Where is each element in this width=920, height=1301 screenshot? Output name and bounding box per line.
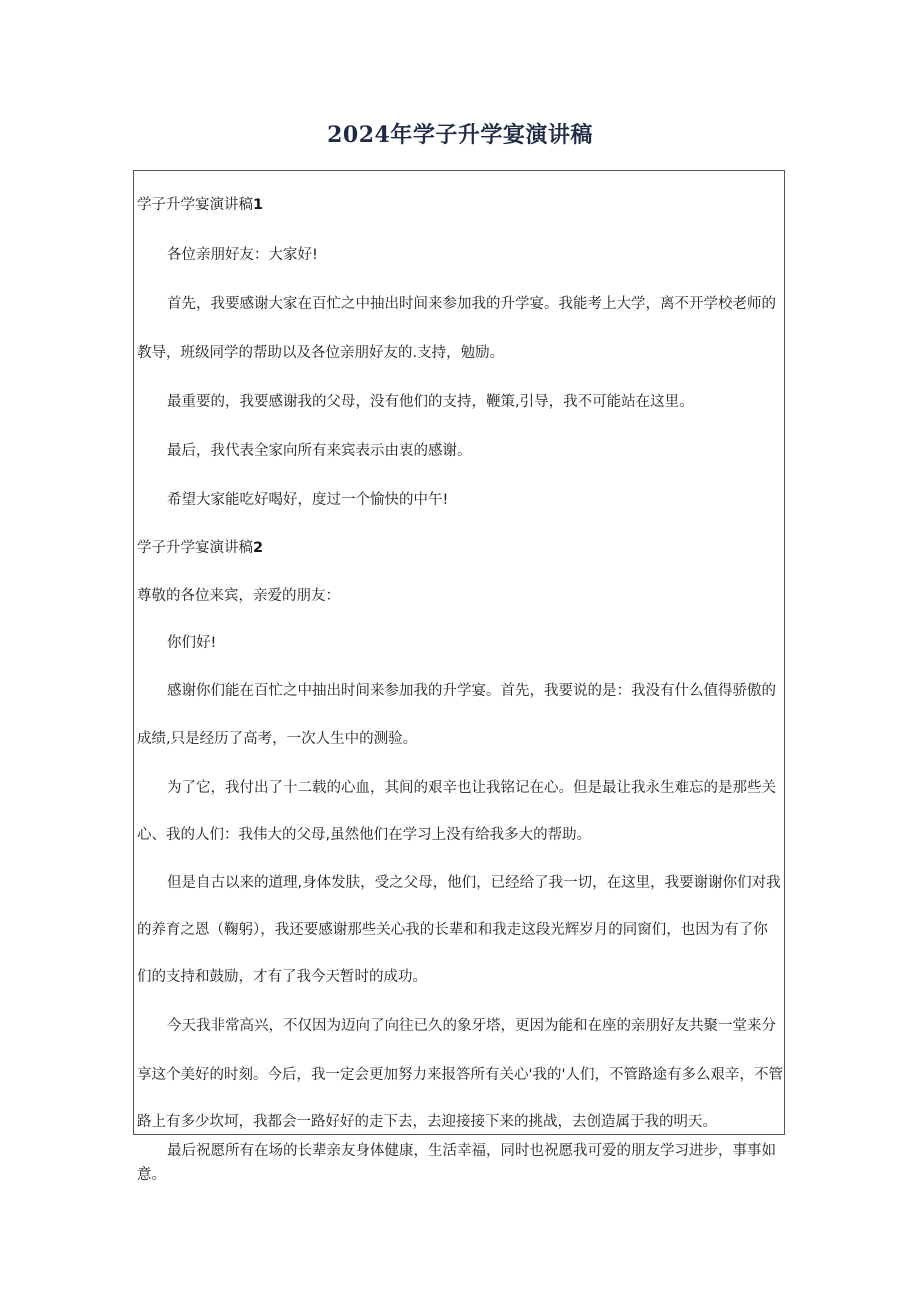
speech-2-paragraph-4-line-2: 享这个美好的时刻。今后，我一定会更加努力来报答所有关心'我的'人们，不管路途有多么艰辛，不管 [137, 1067, 783, 1083]
speech-1-paragraph-2: 最重要的，我要感谢我的父母，没有他们的支持，鞭策,引导，我不可能站在这里。 [167, 394, 694, 410]
speech-2-heading [137, 538, 263, 558]
content-border-box [133, 170, 785, 1135]
speech-1-paragraph-1-line-1: 首先，我要感谢大家在百忙之中抽出时间来参加我的升学宴。我能考上大学，离不开学校老师的 [167, 296, 776, 312]
speech-2-paragraph-1-line-1: 感谢你们能在百忙之中抽出时间来参加我的升学宴。首先，我要说的是：我没有什么值得骄傲的 [167, 683, 776, 699]
speech-2-paragraph-1-line-2: 成绩,只是经历了高考，一次人生中的测验。 [137, 731, 418, 747]
speech-1-heading-number: 1 [253, 197, 264, 213]
speech-2-paragraph-5-line-2: 意。 [137, 1167, 166, 1183]
speech-2-paragraph-5-line-1: 最后祝愿所有在场的长辈亲友身体健康，生活幸福，同时也祝愿我可爱的朋友学习进步，事事如 [167, 1143, 776, 1159]
speech-1-greeting: 各位亲朋好友：大家好! [167, 247, 318, 263]
speech-2-paragraph-2-line-2: 心、我的人们：我伟大的父母,虽然他们在学习上没有给我多大的帮助。 [137, 827, 592, 843]
speech-2-greeting: 你们好! [167, 635, 217, 651]
document-title: 2024年学子升学宴演讲稿 [327, 122, 593, 148]
speech-1-paragraph-1-line-2: 教导，班级同学的帮助以及各位亲朋好友的.支持，勉励。 [137, 345, 505, 361]
speech-1-paragraph-3: 最后，我代表全家向所有来宾表示由衷的感谢。 [167, 443, 472, 459]
speech-2-paragraph-2-line-1: 为了它，我付出了十二载的心血，其间的艰辛也让我铭记在心。但是最让我永生难忘的是那些关 [167, 780, 776, 796]
speech-2-paragraph-3-line-2: 的养育之恩（鞠躬），我还要感谢那些关心我的长辈和和我走这段光辉岁月的同窗们，也因为有了你 [137, 922, 768, 938]
speech-2-paragraph-4-line-1: 今天我非常高兴，不仅因为迈向了向往已久的象牙塔，更因为能和在座的亲朋好友共聚一堂来分 [167, 1018, 776, 1034]
speech-2-heading-text: 学子升学宴演讲稿 [137, 540, 253, 556]
speech-2-heading-number: 2 [253, 540, 264, 556]
speech-2-paragraph-4-line-3: 路上有多少坎坷，我都会一路好好的走下去，去迎接接下来的挑战，去创造属于我的明天。 [137, 1114, 717, 1130]
speech-1-paragraph-4: 希望大家能吃好喝好，度过一个愉快的中午! [167, 492, 449, 508]
speech-2-paragraph-3-line-1: 但是自古以来的道理,身体发肤，受之父母，他们，已经给了我一切，在这里，我要谢谢你们对我 [167, 875, 781, 891]
speech-2-paragraph-3-line-3: 们的支持和鼓励，才有了我今天暂时的成功。 [137, 969, 427, 985]
speech-1-heading [137, 195, 263, 215]
speech-2-salutation: 尊敬的各位来宾，亲爱的朋友： [137, 588, 340, 604]
speech-1-heading-text: 学子升学宴演讲稿 [137, 197, 253, 213]
